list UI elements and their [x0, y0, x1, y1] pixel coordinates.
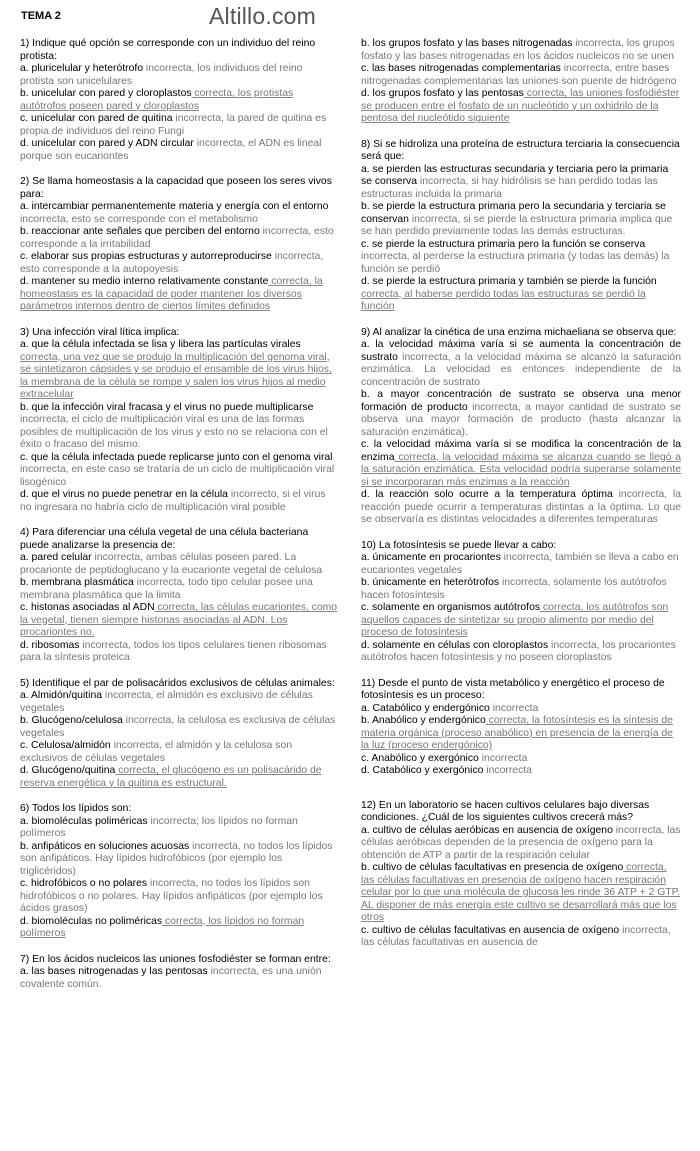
question-text: 4) Para diferenciar una célula vegetal de una célula bacteriana puede analizarse la presencia de:: [20, 527, 309, 551]
verdict-incorrect: incorrecta, es una unión covalente común.: [20, 966, 322, 990]
option-text: c. que la célula infectada puede replicarse junto con el genoma viral: [20, 451, 333, 463]
option-text: a. biomoléculas poliméricas: [20, 815, 148, 827]
verdict-incorrect: incorrecta, solamente los autótrofos hacen fotosíntesis: [361, 577, 667, 601]
verdict-incorrect: incorrecta, la pared de quitina es propia de individuos del reino Fungi: [20, 113, 327, 137]
question-block: [20, 38, 338, 163]
verdict-incorrect: incorrecta, la celulosa es exclusiva de células vegetales: [20, 715, 336, 739]
answer-option: [361, 276, 681, 314]
option-text: c. hidrofóbicos o no polares: [20, 878, 148, 889]
question-text: 1) Indique qué opción se corresponde con un individuo del reino protista:: [20, 38, 316, 62]
verdict-incorrect: incorrecta, a mayor cantidad de sustrato se observa una mayor formación de producto (hasta alcanzar la saturación enzimática).: [361, 401, 682, 438]
verdict-correct: correcta, la homeostasis es la capacidad de poder mantener los diversos parámetros internos dentro de ciertos límites definidos: [20, 276, 323, 312]
answer-option: [361, 715, 681, 753]
answer-option: [361, 640, 681, 665]
option-text: a. intercambiar permanentemente materia y energía con el entorno: [20, 201, 329, 212]
answer-option: [20, 251, 338, 276]
option-text: b. membrana plasmática: [20, 577, 134, 588]
option-text: c. las bases nitrogenadas complementarias: [361, 63, 561, 74]
verdict-incorrect: incorrecta, no todos los lípidos son anfipáticos. Hay lípidos hidrofóbicos (por ejemplo los triglicéridos): [20, 840, 333, 877]
verdict-incorrect: incorrecto, si el virus no ingresara no habría ciclo de multiplicación viral posible: [20, 489, 326, 513]
answer-option: [20, 602, 338, 640]
verdict-correct: correcta, los autótrofos son aquellos capaces de sintetizar su propio alimento por medio del proceso de fotosíntesis: [361, 602, 669, 638]
option-text: c. elaborar sus propias estructuras y autorreproducirse: [20, 251, 272, 262]
answer-option: [361, 825, 681, 863]
answer-option: [20, 966, 338, 991]
option-text: d. unicelular con pared y ADN circular: [20, 138, 194, 149]
verdict-incorrect: incorrecta, esto se corresponde con el metabolismo: [20, 213, 258, 225]
option-text: c. se pierde la estructura primaria pero la función se conserva: [361, 238, 646, 250]
answer-option: [361, 602, 681, 640]
verdict-correct: correcta, el glucógeno es un polisacárido de reserva energética y la quitina es estructural.: [20, 765, 322, 789]
verdict-incorrect: incorrecta, el ciclo de multiplicación viral es una de las formas posibles de multiplicación de los virus y esto no se relaciona con el éxito o fracaso del mismo.: [20, 414, 328, 450]
verdict-incorrect: incorrecta, también se lleva a cabo en eucariontes vegetales: [361, 552, 679, 576]
question-text: 10) La fotosíntesis se puede llevar a cabo:: [361, 539, 557, 551]
verdict-correct: correcta, las células facultativas en presencia de oxígeno hacen respiración celular por lo que una molécula de glucosa les rinde 36 ATP + 2 GTP. AL disponer de más energía este cultivo se desarrollará más que los otros: [361, 862, 681, 923]
answer-option: [361, 489, 681, 527]
answer-option: [361, 703, 681, 716]
topic-title: TEMA 2: [21, 10, 61, 22]
option-text: a. las bases nitrogenadas y las pentosas: [20, 966, 208, 977]
question-block: [361, 38, 681, 126]
option-text: d. los grupos fosfato y las pentosas: [361, 88, 524, 99]
question-block: [361, 800, 681, 950]
option-text: b. que la infección viral fracasa y el virus no puede multiplicarse: [20, 401, 314, 413]
option-text: b. los grupos fosfato y las bases nitrogenadas: [361, 38, 573, 49]
verdict-incorrect: incorrecta, el ADN es lineal porque son eucariontes: [20, 138, 322, 162]
question-block: [361, 139, 681, 314]
answer-option: [20, 816, 338, 841]
answer-option: [361, 389, 681, 439]
option-text: c. histonas asociadas al ADN: [20, 602, 155, 613]
verdict-correct: correcta, las uniones fosfodiéster se producen entre el fosfato de un nucleótido y un oxhidrilo de la pentosa del nucleótido siguiente: [361, 88, 680, 124]
answer-option: [361, 88, 681, 126]
question-block: [361, 540, 681, 665]
question-text: 2) Se llama homeostasis a la capacidad que poseen los seres vivos para:: [20, 176, 332, 200]
option-text: c. solamente en organismos autótrofos: [361, 602, 541, 613]
option-text: c. unicelular con pared de quitina: [20, 113, 173, 124]
option-text: b. únicamente en heterótrofos: [361, 577, 500, 588]
option-text: d. la reacción solo ocurre a la temperatura óptima: [361, 489, 613, 500]
answer-option: [20, 489, 338, 514]
verdict-incorrect: incorrecta, las células facultativas en ausencia de: [361, 924, 671, 948]
option-text: d. Glucógeno/quitina: [20, 765, 116, 776]
verdict-incorrect: incorrecta, las células aeróbicas dependen de la presencia de oxígeno para la obtención de ATP a partir de la respiración celular: [361, 824, 681, 861]
option-text: a. Catabólico y endergónico: [361, 702, 490, 714]
verdict-incorrect: incorrecta, esto corresponde a la autopoyesis: [20, 251, 324, 275]
option-text: b. reaccionar ante señales que perciben del entorno: [20, 226, 260, 237]
option-text: a. que la célula infectada se lisa y libera las partículas virales: [20, 339, 301, 350]
verdict-incorrect: incorrecta, entre bases nitrogenadas complementarias las uniones son puente de hidrógeno: [361, 63, 677, 87]
verdict-incorrect: incorrecta, si se pierde la estructura primaria implica que se han perdido previamente todas las demás estructuras.: [361, 213, 673, 237]
answer-option: [20, 63, 338, 88]
answer-option: [361, 862, 681, 925]
option-text: a. se pierden las estructuras secundaria y terciaria pero la primaria se conserva: [361, 163, 669, 187]
verdict-incorrect: incorrecta, en este caso se trataría de un ciclo de multiplicación viral lisogénico: [20, 464, 335, 488]
option-text: a. cultivo de células aeróbicas en ausencia de oxígeno: [361, 824, 613, 836]
verdict-incorrect: incorrecta, a la velocidad máxima se alcanzó la saturación enzimática. La velocidad es entonces independiente de la concentración de sustrato: [361, 351, 681, 388]
verdict-incorrect: incorrecta, el almidón y la celulosa son exclusivos de células vegetales: [20, 740, 293, 764]
verdict-incorrect: incorrecta, los grupos fosfato y las bases nitrogenadas en los ácidos nucleicos no se unen: [361, 38, 675, 62]
verdict-incorrect: incorrecta, al perderse la estructura primaria (y todas las demás) la función se perdió: [361, 251, 670, 275]
verdict-incorrect: incorrecta, no todos los lípidos son hidrofóbicos o no polares. Hay lípidos anfipáticos (por ejemplo los ácidos grasos): [20, 878, 323, 914]
question-block: [20, 678, 338, 791]
answer-option: [20, 226, 338, 251]
spacer: [361, 791, 681, 800]
answer-option: [20, 452, 338, 490]
verdict-correct: correcta, una vez que se produjo la multiplicación del genoma viral, se sintetizaron cápsides y se produjo el ensamble de los virus hijos, la membrana de la célula se rompe y salen los virus hijos al medio extracelular: [20, 351, 332, 400]
option-text: b. Anabólico y endergónico: [361, 715, 486, 726]
answer-option: [361, 925, 681, 950]
option-text: d. que el virus no puede penetrar en la célula: [20, 489, 228, 500]
option-text: b. cultivo de células facultativas en presencia de oxígeno: [361, 862, 624, 873]
verdict-correct: correcta, la velocidad máxima se alcanza cuando se llegó a la saturación enzimática. Esta velocidad podría superarse solamente si se incorporaran más enzimas a la reacción: [361, 451, 681, 488]
verdict-correct: correcta, los protistas autótrofos poseen pared y cloroplastos: [20, 88, 294, 112]
answer-option: [20, 690, 338, 715]
option-text: b. se pierde la estructura primaria pero la secundaria y terciaria se conservan: [361, 201, 666, 225]
answer-option: [20, 577, 338, 602]
right-column: [361, 38, 681, 963]
answer-option: [20, 841, 338, 879]
answer-option: [20, 339, 338, 402]
option-text: c. Celulosa/almidón: [20, 740, 111, 751]
answer-option: [361, 552, 681, 577]
answer-option: [361, 753, 681, 766]
site-watermark: Altillo.com: [209, 3, 317, 29]
verdict-incorrect: incorrecta, la reacción puede ocurrir a temperaturas distintas a la óptima. Lo que se observaría es distintas velocidades a diferentes temperaturas: [361, 489, 681, 525]
answer-option: [20, 276, 338, 314]
answer-option: [20, 916, 338, 941]
answer-option: [20, 201, 338, 226]
left-column: [20, 38, 338, 1004]
answer-option: [20, 878, 338, 916]
question-text: 5) Identifique el par de polisacáridos exclusivos de células animales:: [20, 677, 335, 689]
option-text: a. únicamente en procariontes: [361, 552, 501, 563]
question-text: 9) Al analizar la cinética de una enzima michaeliana se observa que:: [361, 326, 677, 338]
answer-option: [20, 402, 338, 452]
answer-option: [361, 164, 681, 202]
answer-option: [20, 113, 338, 138]
answer-option: [20, 715, 338, 740]
verdict-incorrect: incorrecta, los procariontes autótrofos hacen fotosíntesis y no poseen cloroplastos: [361, 639, 676, 663]
answer-option: [20, 138, 338, 163]
verdict-correct: correcta, las células eucariontes, como la vegetal, tienen siempre histonas asociadas al ADN. Los procariontes no.: [20, 602, 338, 638]
answer-option: [20, 640, 338, 665]
question-block: [20, 954, 338, 992]
option-text: d. se pierde la estructura primaria y también se pierde la función: [361, 276, 657, 287]
question-text: 8) Si se hidroliza una proteína de estructura terciaria la consecuencia será que:: [361, 138, 680, 162]
verdict-incorrect: incorrecta, el almidón es exclusivo de células vegetales: [20, 690, 313, 714]
question-text: 11) Desde el punto de vista metabólico y energético el proceso de fotosíntesis es un proceso:: [361, 677, 665, 701]
verdict-correct: correcta, al haberse perdido todas las estructuras se perdió la función: [361, 288, 646, 312]
answer-option: [361, 239, 681, 277]
answer-option: [361, 38, 681, 63]
option-text: d. Catabólico y exergónico: [361, 765, 484, 776]
answer-option: [361, 63, 681, 88]
option-text: d. biomoléculas no poliméricas: [20, 915, 163, 927]
question-block: [361, 327, 681, 527]
verdict-incorrect: incorrecta: [483, 765, 532, 776]
answer-option: [20, 740, 338, 765]
answer-option: [361, 765, 681, 778]
verdict-incorrect: incorrecta, todo tipo celular posee una membrana plasmática que la limita: [20, 577, 313, 601]
answer-option: [20, 552, 338, 577]
verdict-correct: correcta, los lípidos no forman polímeros: [20, 915, 305, 939]
answer-option: [361, 577, 681, 602]
option-text: a. pluricelular y heterótrofo: [20, 63, 144, 74]
answer-option: [361, 201, 681, 239]
option-text: d. mantener su medio interno relativamente constante: [20, 276, 269, 287]
option-text: c. Anabólico y exergónico: [361, 752, 479, 764]
question-text: 7) En los ácidos nucleicos las uniones fosfodiéster se forman entre:: [20, 953, 331, 965]
question-block: [20, 176, 338, 314]
answer-option: [361, 439, 681, 489]
question-block: [20, 527, 338, 665]
question-text: 6) Todos los lípidos son:: [20, 803, 132, 814]
answer-option: [20, 765, 338, 790]
verdict-incorrect: incorrecta; los lípidos no forman polímeros: [20, 815, 298, 839]
answer-option: [20, 88, 338, 113]
option-text: b. anfipáticos en soluciones acuosas: [20, 840, 190, 852]
verdict-correct: correcta, la fotosíntesis es la síntesis de materia orgánica (proceso anabólico) en presencia de la energía de la luz (proceso endergónico): [361, 715, 673, 751]
question-text: 3) Una infección viral lítica implica:: [20, 326, 180, 338]
verdict-incorrect: incorrecta: [478, 752, 528, 764]
verdict-incorrect: incorrecta, si hay hidrólisis se han perdido todas las estructuras incluida la primaria: [361, 176, 658, 200]
answer-option: [361, 339, 681, 389]
option-text: a. la velocidad máxima varía si se aumenta la concentración de sustrato: [361, 339, 681, 363]
verdict-incorrect: incorrecta: [489, 702, 539, 714]
option-text: c. la velocidad máxima varía si se modifica la concentración de la enzima: [361, 439, 681, 463]
verdict-incorrect: incorrecta, ambas células poseen pared. La procarionte de peptidoglucano y la eucarionte vegetal de celulosa: [20, 552, 323, 576]
option-text: b. Glucógeno/celulosa: [20, 715, 123, 726]
option-text: a. Almidón/quitina: [20, 690, 103, 701]
option-text: d. ribosomas: [20, 639, 80, 651]
question-text: 12) En un laboratorio se hacen cultivos celulares bajo diversas condiciones. ¿Cuál de los siguientes cultivos crecerá más?: [361, 799, 650, 823]
verdict-incorrect: incorrecta, los individuos del reino protista son unicelulares: [20, 63, 303, 87]
question-block: [20, 327, 338, 515]
question-block: [361, 678, 681, 778]
option-text: c. cultivo de células facultativas en ausencia de oxígeno: [361, 924, 620, 936]
question-block: [20, 803, 338, 941]
option-text: a. pared celular: [20, 552, 92, 563]
option-text: b. a mayor concentración de sustrato se observa una menor formación de producto: [361, 389, 681, 413]
option-text: d. solamente en células con cloroplastos: [361, 639, 549, 651]
option-text: b. unicelular con pared y cloroplastos: [20, 88, 192, 99]
verdict-incorrect: incorrecta, todos los tipos celulares tienen ribosomas para la síntesis proteica: [20, 639, 327, 663]
verdict-incorrect: incorrecta, esto corresponde a la irritabilidad: [20, 226, 334, 250]
